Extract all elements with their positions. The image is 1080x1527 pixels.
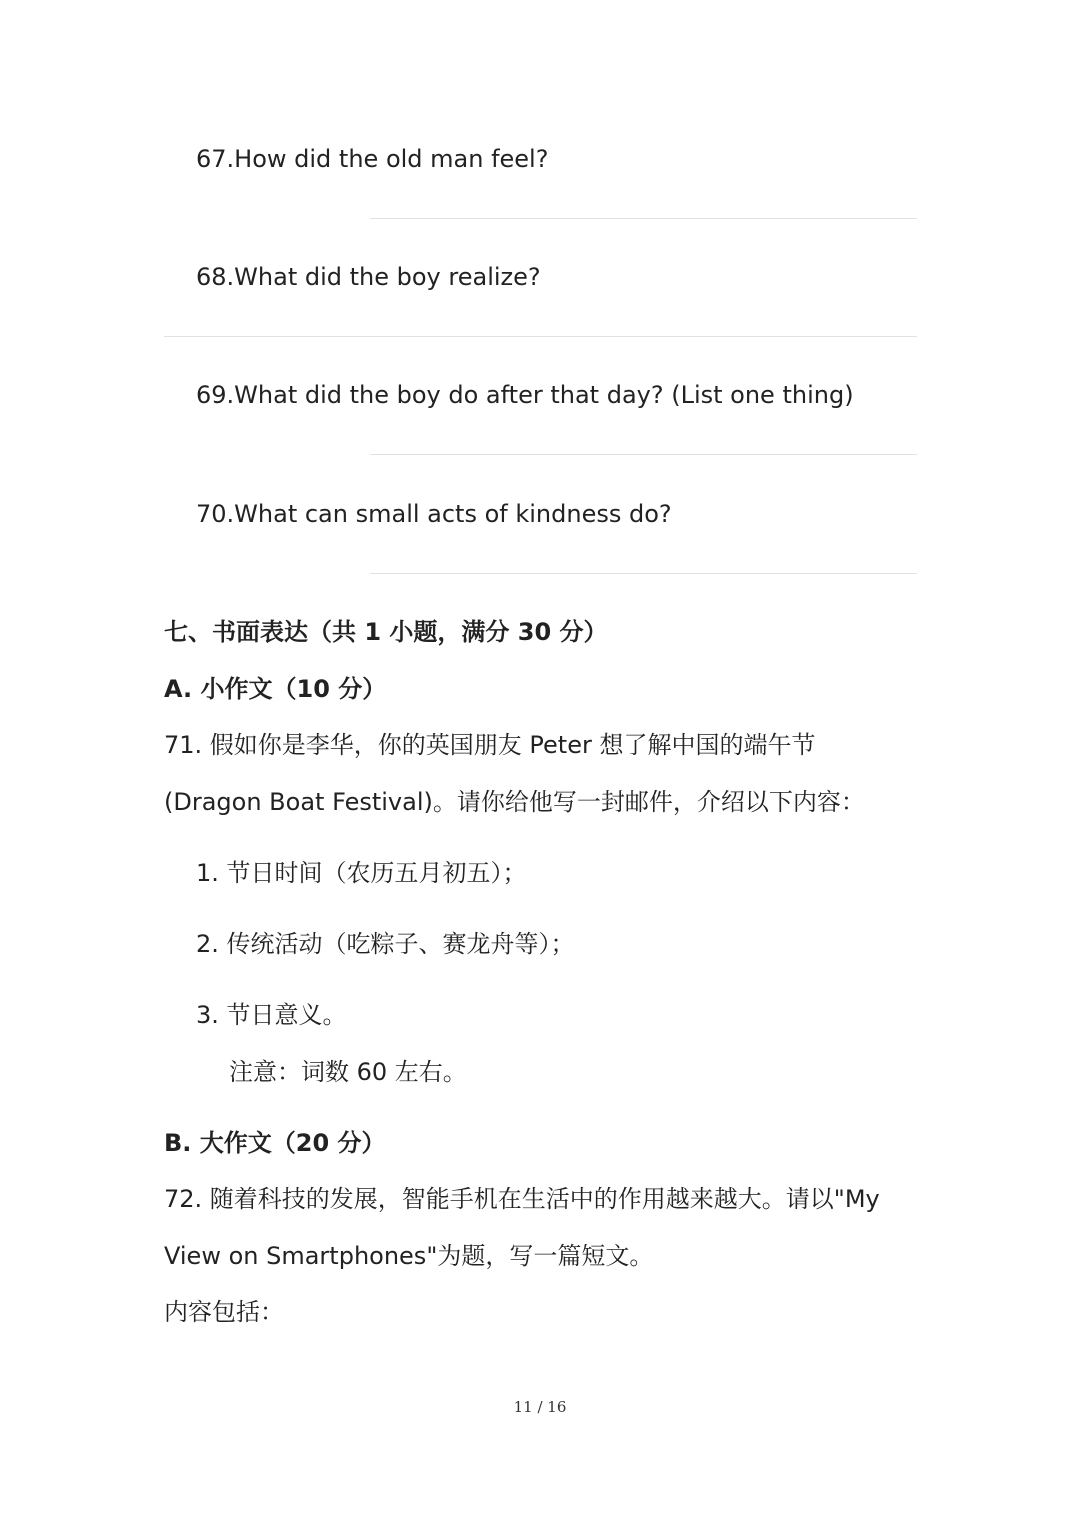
part-a-prompt-line2: (Dragon Boat Festival)。请你给他写一封邮件，介绍以下内容：: [164, 788, 865, 816]
answer-line-70: [370, 573, 917, 574]
part-a-prompt-line1: 71. 假如你是李华，你的英国朋友 Peter 想了解中国的端午节: [164, 731, 816, 759]
question-70: 70.What can small acts of kindness do?: [196, 500, 672, 528]
page-number: 11 / 16: [513, 1398, 567, 1416]
question-69: 69.What did the boy do after that day? (List one thing): [196, 381, 854, 409]
part-b-content-label: 内容包括：: [164, 1298, 284, 1326]
question-68: 68.What did the boy realize?: [196, 263, 541, 291]
answer-line-68: [164, 336, 917, 337]
part-a-item-1: 1. 节日时间（农历五月初五）；: [196, 859, 527, 887]
part-b-prompt-line2: View on Smartphones"为题，写一篇短文。: [164, 1242, 654, 1270]
part-a-title: A. 小作文（10 分）: [164, 675, 387, 703]
question-67: 67.How did the old man feel?: [196, 145, 549, 173]
part-b-title: B. 大作文（20 分）: [164, 1129, 386, 1157]
answer-line-67: [370, 218, 917, 219]
section-title: 七、书面表达（共 1 小题，满分 30 分）: [164, 618, 608, 646]
answer-line-69: [370, 454, 917, 455]
part-a-item-3: 3. 节日意义。: [196, 1001, 347, 1029]
part-a-item-2: 2. 传统活动（吃粽子、赛龙舟等）；: [196, 930, 575, 958]
part-b-prompt-line1: 72. 随着科技的发展，智能手机在生活中的作用越来越大。请以"My: [164, 1185, 880, 1213]
part-a-note: 注意：词数 60 左右。: [229, 1058, 467, 1086]
